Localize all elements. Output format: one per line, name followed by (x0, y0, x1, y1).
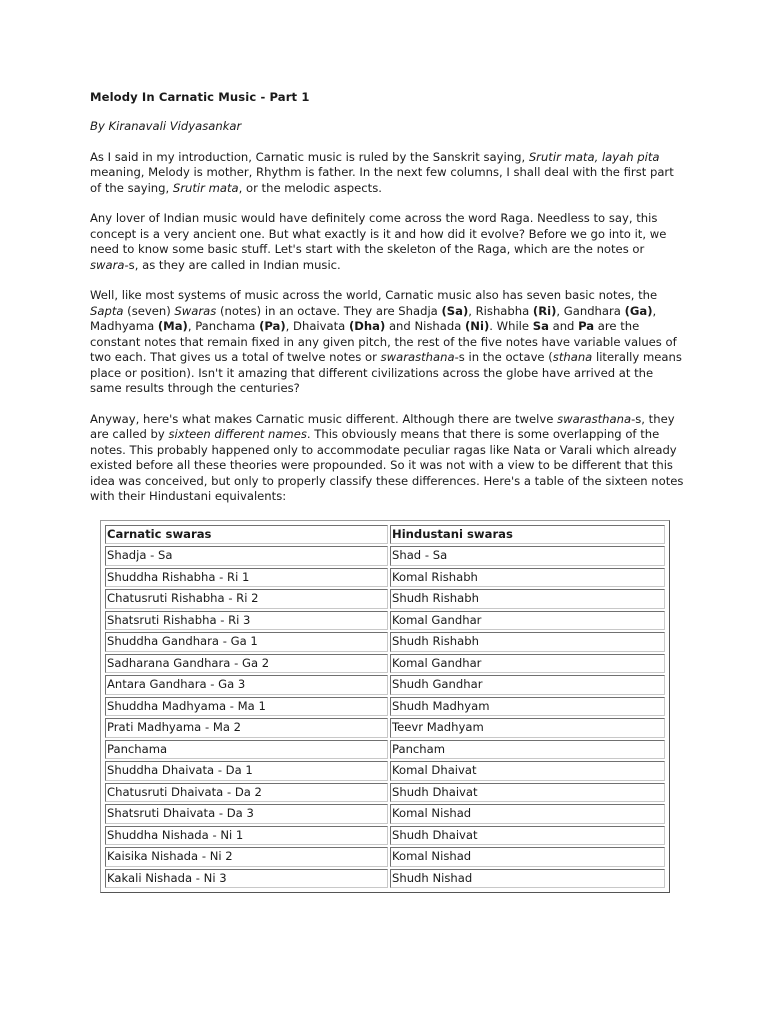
carnatic-swara-cell: Shuddha Rishabha - Ri 1 (105, 568, 388, 588)
carnatic-swara-cell: Prati Madhyama - Ma 2 (105, 718, 388, 738)
paragraph-text: , Gandhara (556, 303, 625, 318)
carnatic-swara-cell: Shuddha Nishada - Ni 1 (105, 826, 388, 846)
italic-term: sixteen different names (168, 427, 307, 441)
hindustani-swara-cell: Shudh Nishad (390, 869, 665, 889)
hindustani-swara-cell: Shudh Rishabh (390, 632, 665, 652)
article-title: Melody In Carnatic Music - Part 1 (90, 90, 310, 104)
bold-term: Sa (532, 319, 549, 333)
paragraph-text: As I said in my introduction, Carnatic music is ruled by the Sanskrit saying, (90, 149, 529, 164)
carnatic-swara-cell: Sadharana Gandhara - Ga 2 (105, 654, 388, 674)
table-row (105, 869, 665, 889)
paragraph-text: literally means place or position). Isn't it amazing that different civilizations across the globe have arrived at the same results through the centuries? (90, 350, 682, 395)
table-row (105, 589, 665, 609)
paragraph-text: . While (489, 319, 533, 333)
table-row (105, 568, 665, 588)
hindustani-swara-cell: Shudh Madhyam (390, 697, 665, 717)
table-row (105, 632, 665, 652)
table-row (105, 804, 665, 824)
carnatic-swara-cell: Shadja - Sa (105, 546, 388, 566)
swara-table-frame (100, 520, 670, 894)
document-page (90, 90, 686, 893)
hindustani-swara-cell: Komal Rishabh (390, 568, 665, 588)
hindustani-swara-cell: Shudh Gandhar (390, 675, 665, 695)
bold-term: (Pa) (259, 319, 286, 333)
hindustani-swara-cell: Komal Nishad (390, 847, 665, 867)
paragraph-text: Any lover of Indian music would have definitely come across the word Raga. Needless to say, this concept is a very ancient one. But what exactly is it and how did it evolve? Before we go into it, we need to know some basic stuff. Let's start with the skeleton of the Raga, which are the notes or (90, 211, 667, 256)
bold-term: (Ri) (532, 303, 557, 318)
italic-term: swara (90, 257, 125, 272)
italic-term: swarasthana (557, 411, 632, 426)
paragraph-text: (seven) (123, 303, 175, 318)
swara-table (103, 523, 667, 891)
hindustani-swara-cell: Shudh Dhaivat (390, 826, 665, 846)
table-row (105, 718, 665, 738)
header-hindustani: Hindustani swaras (390, 525, 665, 545)
paragraph-seven-notes (90, 288, 686, 397)
carnatic-swara-cell: Panchama (105, 740, 388, 760)
hindustani-swara-cell: Komal Nishad (390, 804, 665, 824)
hindustani-swara-cell: Komal Gandhar (390, 654, 665, 674)
table-row (105, 654, 665, 674)
hindustani-swara-cell: Shudh Rishabh (390, 589, 665, 609)
paragraph-text: and Nishada (385, 319, 465, 333)
hindustani-swara-cell: Shudh Dhaivat (390, 783, 665, 803)
paragraph-text: (notes) in an octave. They are Shadja (216, 303, 442, 318)
paragraph-sixteen-names (90, 412, 686, 505)
paragraph-raga (90, 211, 686, 273)
bold-term: Pa (578, 319, 595, 333)
carnatic-swara-cell: Kaisika Nishada - Ni 2 (105, 847, 388, 867)
carnatic-swara-cell: Chatusruti Rishabha - Ri 2 (105, 589, 388, 609)
italic-term: sthana (552, 350, 593, 364)
carnatic-swara-cell: Shatsruti Rishabha - Ri 3 (105, 611, 388, 631)
hindustani-swara-cell: Komal Dhaivat (390, 761, 665, 781)
carnatic-swara-cell: Shuddha Madhyama - Ma 1 (105, 697, 388, 717)
carnatic-swara-cell: Shuddha Dhaivata - Da 1 (105, 761, 388, 781)
table-row (105, 740, 665, 760)
italic-term: Swaras (174, 303, 217, 318)
hindustani-swara-cell: Komal Gandhar (390, 611, 665, 631)
carnatic-swara-cell: Chatusruti Dhaivata - Da 2 (105, 783, 388, 803)
table-body (105, 546, 665, 888)
bold-term: (Ga) (624, 303, 653, 318)
italic-term: Srutir mata, layah pita (528, 149, 660, 164)
hindustani-swara-cell: Teevr Madhyam (390, 718, 665, 738)
table-row (105, 697, 665, 717)
bold-term: (Dha) (348, 319, 386, 333)
table-row (105, 611, 665, 631)
italic-term: Sapta (90, 303, 124, 318)
paragraph-text: , Dhaivata (285, 319, 349, 333)
paragraph-text: -s in the octave ( (454, 350, 553, 364)
paragraph-text: , Madhyama (90, 303, 657, 333)
paragraph-text: . This obviously means that there is some overlapping of the notes. This probably happened only to accommodate peculiar ragas like Nata or Varali which already existed before all these theories were propounded. So it was not with a view to be different that this idea was conceived, but only to properly classify these differences. Here's a table of the sixteen notes with their Hindustani equivalents: (90, 427, 684, 503)
carnatic-swara-cell: Antara Gandhara - Ga 3 (105, 675, 388, 695)
paragraph-text: -s, they are called by (90, 411, 675, 441)
carnatic-swara-cell: Shatsruti Dhaivata - Da 3 (105, 804, 388, 824)
bold-term: (Sa) (441, 303, 469, 318)
header-carnatic: Carnatic swaras (105, 525, 388, 545)
hindustani-swara-cell: Shad - Sa (390, 546, 665, 566)
table-row (105, 783, 665, 803)
paragraph-text: , or the melodic aspects. (238, 180, 382, 195)
table-row (105, 675, 665, 695)
italic-term: Srutir mata (172, 180, 239, 195)
carnatic-swara-cell: Shuddha Gandhara - Ga 1 (105, 632, 388, 652)
byline-text: By Kiranavali Vidyasankar (90, 119, 242, 133)
paragraph-intro (90, 150, 686, 197)
paragraph-text: , Rishabha (468, 303, 533, 318)
carnatic-swara-cell: Kakali Nishada - Ni 3 (105, 869, 388, 889)
article-byline (90, 119, 686, 135)
italic-term: swarasthana (380, 350, 455, 364)
paragraph-text: -s, as they are called in Indian music. (124, 257, 341, 272)
table-row (105, 761, 665, 781)
paragraph-text: and (548, 319, 579, 333)
table-header-row (105, 525, 665, 545)
paragraph-text: meaning, Melody is mother, Rhythm is father. In the next few columns, I shall deal with the first part of the saying, (90, 165, 674, 195)
paragraph-text: Well, like most systems of music across the world, Carnatic music also has seven basic notes, the (90, 288, 658, 302)
bold-term: (Ma) (157, 319, 188, 333)
paragraph-text: , Panchama (187, 319, 260, 333)
hindustani-swara-cell: Pancham (390, 740, 665, 760)
table-row (105, 847, 665, 867)
table-row (105, 826, 665, 846)
paragraph-text: are the constant notes that remain fixed in any given pitch, the rest of the five notes have variable values of two each. That gives us a total of twelve notes or (90, 319, 677, 364)
bold-term: (Ni) (464, 319, 490, 333)
paragraph-text: Anyway, here's what makes Carnatic music different. Although there are twelve (90, 411, 558, 426)
table-row (105, 546, 665, 566)
